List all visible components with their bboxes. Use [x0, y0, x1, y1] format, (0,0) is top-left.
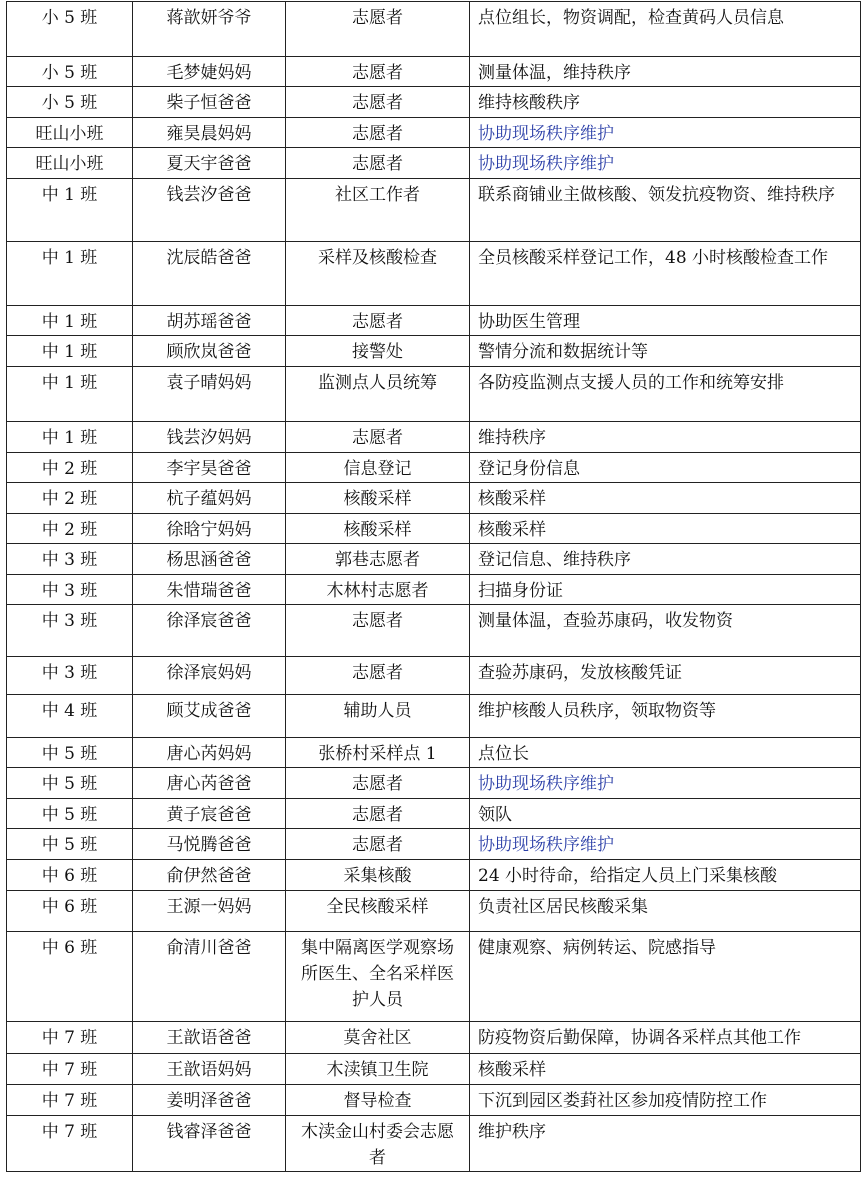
duty-cell: 维护秩序	[470, 1116, 861, 1172]
class-cell: 中 1 班	[7, 242, 133, 306]
duty-cell: 健康观察、病例转运、院感指导	[470, 932, 861, 1022]
role-cell: 志愿者	[286, 768, 470, 799]
role-cell: 志愿者	[286, 829, 470, 860]
role-cell: 集中隔离医学观察场所医生、全名采样医护人员	[286, 932, 470, 1022]
class-cell: 中 5 班	[7, 738, 133, 768]
duty-cell: 24 小时待命，给指定人员上门采集核酸	[470, 860, 861, 891]
volunteer-table-body	[7, 2, 861, 1172]
table-row	[7, 306, 861, 336]
duty-cell: 协助医生管理	[470, 306, 861, 336]
class-cell: 中 1 班	[7, 179, 133, 242]
table-row	[7, 118, 861, 148]
parent-name-cell: 徐泽宸爸爸	[133, 605, 286, 657]
role-cell: 志愿者	[286, 657, 470, 695]
duty-cell: 联系商铺业主做核酸、领发抗疫物资、维持秩序	[470, 179, 861, 242]
parent-name-cell: 唐心芮爸爸	[133, 768, 286, 799]
table-row	[7, 544, 861, 575]
duty-cell: 警情分流和数据统计等	[470, 336, 861, 367]
class-cell: 中 7 班	[7, 1085, 133, 1116]
role-cell: 核酸采样	[286, 514, 470, 544]
class-cell: 旺山小班	[7, 148, 133, 179]
duty-cell: 测量体温，维持秩序	[470, 57, 861, 87]
role-cell: 社区工作者	[286, 179, 470, 242]
duty-cell: 核酸采样	[470, 514, 861, 544]
duty-cell: 维持核酸秩序	[470, 87, 861, 118]
class-cell: 中 7 班	[7, 1054, 133, 1085]
table-row	[7, 575, 861, 605]
parent-name-cell: 顾艾成爸爸	[133, 695, 286, 738]
parent-name-cell: 夏天宇爸爸	[133, 148, 286, 179]
parent-name-cell: 钱睿泽爸爸	[133, 1116, 286, 1172]
parent-name-cell: 钱芸汐妈妈	[133, 422, 286, 453]
table-row	[7, 57, 861, 87]
parent-name-cell: 雍昊晨妈妈	[133, 118, 286, 148]
duty-cell: 领队	[470, 799, 861, 829]
table-row	[7, 695, 861, 738]
role-cell: 木林村志愿者	[286, 575, 470, 605]
class-cell: 旺山小班	[7, 118, 133, 148]
table-row	[7, 1022, 861, 1054]
duty-cell: 防疫物资后勤保障，协调各采样点其他工作	[470, 1022, 861, 1054]
table-row	[7, 657, 861, 695]
parent-name-cell: 徐晗宁妈妈	[133, 514, 286, 544]
table-row	[7, 179, 861, 242]
volunteer-table	[6, 1, 861, 1172]
duty-cell: 登记信息、维持秩序	[470, 544, 861, 575]
role-cell: 郭巷志愿者	[286, 544, 470, 575]
table-row	[7, 148, 861, 179]
duty-cell: 负责社区居民核酸采集	[470, 891, 861, 932]
role-cell: 莫舍社区	[286, 1022, 470, 1054]
table-row	[7, 453, 861, 483]
duty-cell: 查验苏康码，发放核酸凭证	[470, 657, 861, 695]
class-cell: 中 6 班	[7, 932, 133, 1022]
duty-cell: 各防疫监测点支援人员的工作和统筹安排	[470, 367, 861, 422]
parent-name-cell: 王歆语妈妈	[133, 1054, 286, 1085]
class-cell: 小 5 班	[7, 57, 133, 87]
role-cell: 辅助人员	[286, 695, 470, 738]
table-row	[7, 2, 861, 57]
parent-name-cell: 李宇昊爸爸	[133, 453, 286, 483]
parent-name-cell: 姜明泽爸爸	[133, 1085, 286, 1116]
role-cell: 核酸采样	[286, 483, 470, 514]
role-cell: 志愿者	[286, 148, 470, 179]
table-row	[7, 336, 861, 367]
role-cell: 志愿者	[286, 306, 470, 336]
duty-cell: 下沉到园区娄葑社区参加疫情防控工作	[470, 1085, 861, 1116]
class-cell: 小 5 班	[7, 2, 133, 57]
parent-name-cell: 胡苏瑶爸爸	[133, 306, 286, 336]
role-cell: 采集核酸	[286, 860, 470, 891]
class-cell: 中 3 班	[7, 575, 133, 605]
table-row	[7, 367, 861, 422]
class-cell: 中 6 班	[7, 891, 133, 932]
table-row	[7, 932, 861, 1022]
role-cell: 志愿者	[286, 118, 470, 148]
parent-name-cell: 沈辰皓爸爸	[133, 242, 286, 306]
class-cell: 中 1 班	[7, 336, 133, 367]
role-cell: 木渎金山村委会志愿者	[286, 1116, 470, 1172]
class-cell: 中 5 班	[7, 799, 133, 829]
parent-name-cell: 俞伊然爸爸	[133, 860, 286, 891]
table-row	[7, 1085, 861, 1116]
duty-cell: 维持秩序	[470, 422, 861, 453]
class-cell: 小 5 班	[7, 87, 133, 118]
duty-cell: 点位组长，物资调配，检查黄码人员信息	[470, 2, 861, 57]
parent-name-cell: 柴子恒爸爸	[133, 87, 286, 118]
role-cell: 信息登记	[286, 453, 470, 483]
role-cell: 张桥村采样点 1	[286, 738, 470, 768]
class-cell: 中 1 班	[7, 367, 133, 422]
class-cell: 中 6 班	[7, 860, 133, 891]
class-cell: 中 3 班	[7, 657, 133, 695]
role-cell: 监测点人员统筹	[286, 367, 470, 422]
role-cell: 志愿者	[286, 799, 470, 829]
parent-name-cell: 马悦腾爸爸	[133, 829, 286, 860]
role-cell: 志愿者	[286, 2, 470, 57]
class-cell: 中 2 班	[7, 514, 133, 544]
class-cell: 中 5 班	[7, 768, 133, 799]
parent-name-cell: 毛梦婕妈妈	[133, 57, 286, 87]
duty-cell: 全员核酸采样登记工作，48 小时核酸检查工作	[470, 242, 861, 306]
duty-cell: 扫描身份证	[470, 575, 861, 605]
parent-name-cell: 黄子宸爸爸	[133, 799, 286, 829]
duty-cell: 协助现场秩序维护	[470, 118, 861, 148]
role-cell: 接警处	[286, 336, 470, 367]
role-cell: 志愿者	[286, 87, 470, 118]
role-cell: 采样及核酸检查	[286, 242, 470, 306]
table-row	[7, 483, 861, 514]
duty-cell: 核酸采样	[470, 483, 861, 514]
class-cell: 中 5 班	[7, 829, 133, 860]
role-cell: 木渎镇卫生院	[286, 1054, 470, 1085]
table-row	[7, 799, 861, 829]
class-cell: 中 4 班	[7, 695, 133, 738]
class-cell: 中 1 班	[7, 306, 133, 336]
duty-cell: 协助现场秩序维护	[470, 829, 861, 860]
parent-name-cell: 袁子晴妈妈	[133, 367, 286, 422]
parent-name-cell: 王歆语爸爸	[133, 1022, 286, 1054]
table-row	[7, 1116, 861, 1172]
duty-cell: 协助现场秩序维护	[470, 148, 861, 179]
parent-name-cell: 王源一妈妈	[133, 891, 286, 932]
table-row	[7, 738, 861, 768]
parent-name-cell: 蒋歆妍爷爷	[133, 2, 286, 57]
duty-cell: 点位长	[470, 738, 861, 768]
table-row	[7, 768, 861, 799]
class-cell: 中 3 班	[7, 605, 133, 657]
table-row	[7, 891, 861, 932]
duty-cell: 登记身份信息	[470, 453, 861, 483]
role-cell: 志愿者	[286, 57, 470, 87]
class-cell: 中 7 班	[7, 1022, 133, 1054]
duty-cell: 维护核酸人员秩序，领取物资等	[470, 695, 861, 738]
parent-name-cell: 杭子蕴妈妈	[133, 483, 286, 514]
class-cell: 中 3 班	[7, 544, 133, 575]
parent-name-cell: 唐心芮妈妈	[133, 738, 286, 768]
table-row	[7, 87, 861, 118]
duty-cell: 核酸采样	[470, 1054, 861, 1085]
class-cell: 中 1 班	[7, 422, 133, 453]
parent-name-cell: 朱惜瑞爸爸	[133, 575, 286, 605]
class-cell: 中 2 班	[7, 483, 133, 514]
table-row	[7, 829, 861, 860]
class-cell: 中 2 班	[7, 453, 133, 483]
parent-name-cell: 徐泽宸妈妈	[133, 657, 286, 695]
parent-name-cell: 顾欣岚爸爸	[133, 336, 286, 367]
table-row	[7, 514, 861, 544]
table-row	[7, 860, 861, 891]
role-cell: 全民核酸采样	[286, 891, 470, 932]
parent-name-cell: 杨思涵爸爸	[133, 544, 286, 575]
role-cell: 志愿者	[286, 605, 470, 657]
duty-cell: 测量体温，查验苏康码，收发物资	[470, 605, 861, 657]
class-cell: 中 7 班	[7, 1116, 133, 1172]
parent-name-cell: 俞清川爸爸	[133, 932, 286, 1022]
role-cell: 志愿者	[286, 422, 470, 453]
table-row	[7, 242, 861, 306]
table-row	[7, 1054, 861, 1085]
duty-cell: 协助现场秩序维护	[470, 768, 861, 799]
table-row	[7, 422, 861, 453]
role-cell: 督导检查	[286, 1085, 470, 1116]
table-row	[7, 605, 861, 657]
parent-name-cell: 钱芸汐爸爸	[133, 179, 286, 242]
